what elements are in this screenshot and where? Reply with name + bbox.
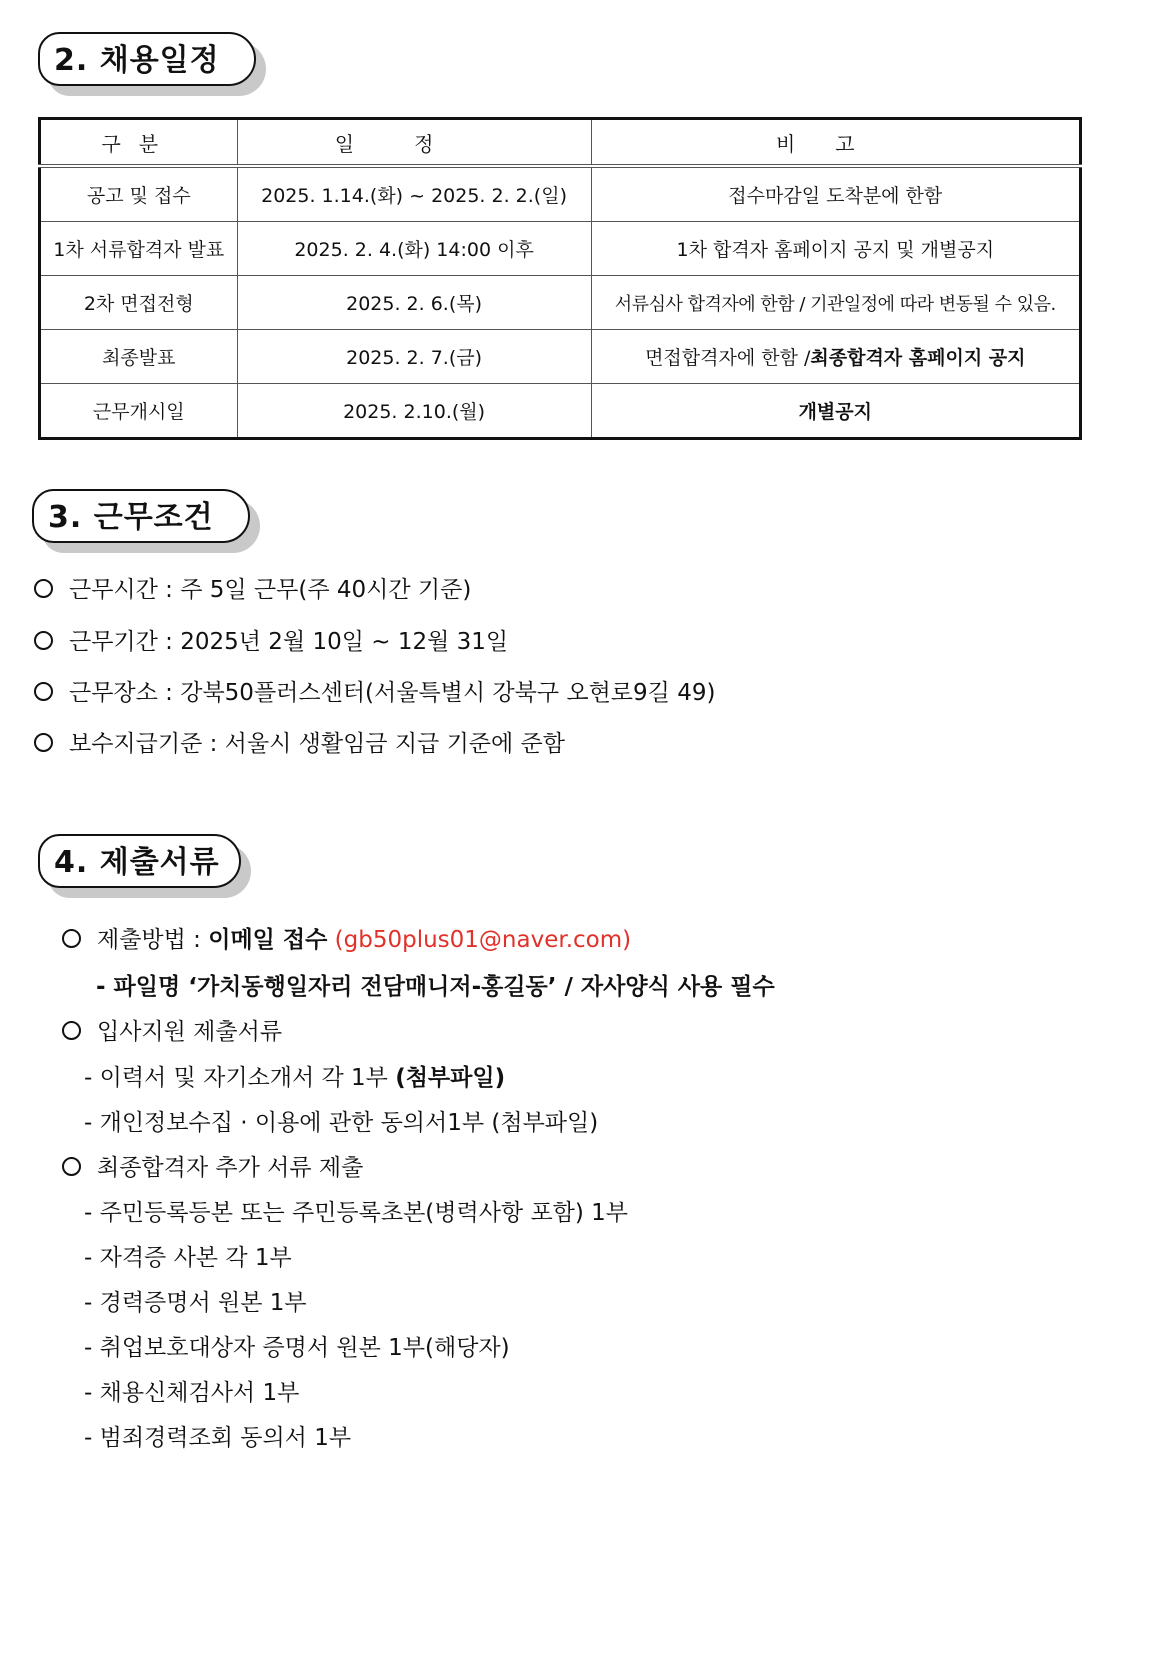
row-category: 최종발표 [40, 330, 238, 384]
header-date: 일정 [237, 119, 591, 167]
table-row [40, 330, 1081, 384]
final-title-text: 최종합격자 추가 서류 제출 [97, 1155, 364, 1181]
circle-bullet-icon [34, 631, 53, 650]
condition-item [34, 575, 471, 605]
row-category: 공고 및 접수 [40, 166, 238, 222]
final-doc-item: - 경력증명서 원본 1부 [84, 1290, 307, 1316]
row-date: 2025. 2. 7.(금) [237, 330, 591, 384]
section-title-documents: 4. 제출서류 [38, 834, 241, 888]
row-note-plain: 접수마감일 도착분에 한함 [728, 185, 943, 207]
circle-bullet-icon [62, 1021, 81, 1040]
row-date: 2025. 2. 6.(목) [237, 276, 591, 330]
condition-item [34, 627, 508, 657]
application-item [84, 1063, 505, 1093]
submission-method [62, 925, 631, 955]
table-row [40, 166, 1081, 222]
table-row [40, 222, 1081, 276]
row-note [591, 276, 1080, 330]
final-doc-item: - 자격증 사본 각 1부 [84, 1245, 292, 1271]
row-note [591, 166, 1080, 222]
condition-text: 근무장소 : 강북50플러스센터(서울특별시 강북구 오현로9길 49) [69, 680, 716, 706]
condition-text: 근무기간 : 2025년 2월 10일 ~ 12월 31일 [69, 629, 509, 655]
table-header-row [40, 119, 1081, 167]
application-item-attachment: (첨부파일) [395, 1065, 506, 1091]
application-title-text: 입사지원 제출서류 [97, 1019, 283, 1045]
method-label: 제출방법 : [97, 927, 201, 953]
row-note-bold: 개별공지 [798, 401, 872, 423]
header-note: 비고 [591, 119, 1080, 167]
application-docs-title [62, 1017, 282, 1047]
method-email: (gb50plus01@naver.com) [334, 927, 632, 953]
final-doc-item: - 채용신체검사서 1부 [84, 1380, 300, 1406]
row-date: 2025. 2. 4.(화) 14:00 이후 [237, 222, 591, 276]
final-doc-item: - 취업보호대상자 증명서 원본 1부(해당자) [84, 1335, 510, 1361]
row-date: 2025. 1.14.(화) ~ 2025. 2. 2.(일) [237, 166, 591, 222]
row-note [591, 330, 1080, 384]
final-doc-item: - 주민등록등본 또는 주민등록초본(병력사항 포함) 1부 [84, 1200, 629, 1226]
condition-item [34, 729, 565, 759]
section-title-conditions: 3. 근무조건 [32, 489, 250, 543]
circle-bullet-icon [62, 929, 81, 948]
method-value: 이메일 접수 [208, 927, 328, 953]
circle-bullet-icon [34, 733, 53, 752]
condition-text: 근무시간 : 주 5일 근무(주 40시간 기준) [69, 577, 472, 603]
table-row [40, 276, 1081, 330]
header-category: 구분 [40, 119, 238, 167]
filename-note: - 파일명 ‘가치동행일자리 전담매니저-홍길동’ / 자사양식 사용 필수 [96, 974, 775, 1000]
application-item: - 개인정보수집 · 이용에 관한 동의서1부 (첨부파일) [84, 1110, 599, 1136]
circle-bullet-icon [62, 1157, 81, 1176]
circle-bullet-icon [34, 682, 53, 701]
table-row [40, 384, 1081, 439]
row-note-plain: 면접합격자에 한함 / [645, 347, 811, 369]
row-category: 1차 서류합격자 발표 [40, 222, 238, 276]
row-note-bold: 최종합격자 홈페이지 공지 [810, 347, 1026, 369]
final-docs-title [62, 1153, 363, 1183]
row-category: 근무개시일 [40, 384, 238, 439]
row-note [591, 384, 1080, 439]
row-note-plain: 1차 합격자 홈페이지 공지 및 개별공지 [676, 239, 995, 261]
circle-bullet-icon [34, 579, 53, 598]
row-note [591, 222, 1080, 276]
section-title-schedule: 2. 채용일정 [38, 32, 256, 86]
schedule-table [38, 117, 1082, 440]
final-doc-item: - 범죄경력조회 동의서 1부 [84, 1425, 352, 1451]
condition-text: 보수지급기준 : 서울시 생활임금 지급 기준에 준함 [69, 731, 565, 757]
row-note-plain: 서류심사 합격자에 한함 / 기관일정에 따라 변동될 수 있음. [614, 293, 1056, 315]
row-date: 2025. 2.10.(월) [237, 384, 591, 439]
row-category: 2차 면접전형 [40, 276, 238, 330]
application-item-text: - 이력서 및 자기소개서 각 1부 [84, 1065, 388, 1091]
condition-item [34, 678, 715, 708]
